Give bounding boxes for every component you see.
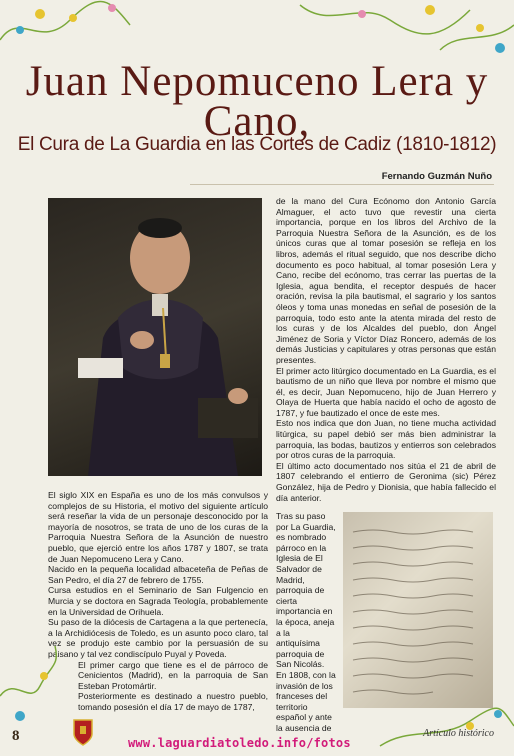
paragraph: de la mano del Cura Ecónomo don Antonio García Almaguer, el acto tuvo que revestir una cierta importancia, porque en los libros del Archivo de la Parroquia Nuestra Señora de la Asunción, es de los únicos curas que al tomar posesión se refleja en los libros, además el ritual seguido, que nos describe dicho documento es poco habitual, al tomar posesión Lera y Cano, recibe del ecónomo, tras cerrar las puertas de la Iglesia, agua bendita, el receptor después de hacer oración, revisa la pila bautismal, el sagrario y los santos óleos y toma unas monedas en señal de posesión de la parroquia, todo esto ante la atenta mirada del resto de los curas y de los Alcaldes del pueblo, don Ángel Jiménez de Soria y Víctor Díaz Roncero, además de los demás Justicias y capitulares y otras personas que están presentes. [276, 196, 496, 365]
page-number: 8 [12, 728, 20, 744]
paragraph: Esto nos indica que don Juan, no tiene mucha actividad litúrgica, su papel debió ser más bien administrar la parroquia, las bodas, bautizos y entierros son celebrados por otros curas de la parroquia. [276, 418, 496, 461]
author-name: Fernando Guzmán Nuño [381, 171, 492, 182]
article-column-right [276, 196, 496, 503]
floral-decoration-top [0, 0, 514, 60]
paragraph: Posteriormente es destinado a nuestro pueblo, tomando posesión el día 17 de mayo de 1787, [78, 691, 268, 712]
paragraph: Tras su paso por La Guardia, es nombrado párroco en la Iglesia de El Salvador de Madrid, parroquia de cierta importancia en la época, aneja a la antiquísima parroquia de San Nicolás. En 1808, con la invasión de los franceses del territorio español y ante la ausencia de [276, 511, 336, 733]
article-title: Juan Nepomuceno Lera y Cano, [25, 58, 489, 145]
article-subtitle: El Cura de La Guardia en las Cortes de Cadiz (1810-1812) [17, 134, 497, 155]
paragraph: El siglo XIX en España es uno de los más convulsos y complejos de su Historia, el motivo del siguiente artículo será reseñar la vida de un personaje desconocido por la mayoría de nosotros, se trata de uno de los curas de la Parroquia Nuestra Señora de la Asunción de nuestro pueblo, que ejerció entre los años 1787 y 1807, se trata de Juan Nepomuceno Lera y Cano. [48, 490, 268, 564]
section-label: Artículo histórico [423, 728, 494, 739]
portrait-painting [48, 198, 262, 476]
divider [190, 184, 494, 185]
website-watermark[interactable]: www.laguardiatoledo.info/fotos [128, 736, 351, 750]
paragraph: Cursa estudios en el Seminario de San Fulgencio en Murcia y se doctora en Sagrada Teología, probablemente en la Universidad de Orihuela. [48, 585, 268, 617]
coat-of-arms-icon [72, 718, 94, 746]
paragraph: Su paso de la diócesis de Cartagena a la que pertenecía, a la Archidiócesis de Toledo, es un asunto poco claro, tal vez se produjo este cambio por la persuasión de su paisano y tal vez condiscípulo Puyal y Poveda. [48, 617, 268, 659]
paragraph: El primer acto litúrgico documentado en La Guardia, es el bautismo de un niño que lleva por nombre el mismo que él, es decir, Juan Nepomuceno, hijo de Juan Herrero y Olaya de Huerta que había nacido el ocho de agosto de 1787, y fue bautizado el once de este mes. [276, 365, 496, 418]
paragraph: El primer cargo que tiene es el de párroco de Cenicientos (Madrid), en la parroquia de San Esteban Protomártir. [78, 659, 268, 691]
paragraph: Nacido en la pequeña localidad albaceteña de Peñas de San Pedro, el día 27 de febrero de 1755. [48, 564, 268, 585]
paragraph: El último acto documentado nos sitúa el 21 de abril de 1807 celebrando el entierro de Geronima (sic) Pérez González, hija de Pedro y Dionisia, que había fallecido el día anterior. [276, 460, 496, 503]
